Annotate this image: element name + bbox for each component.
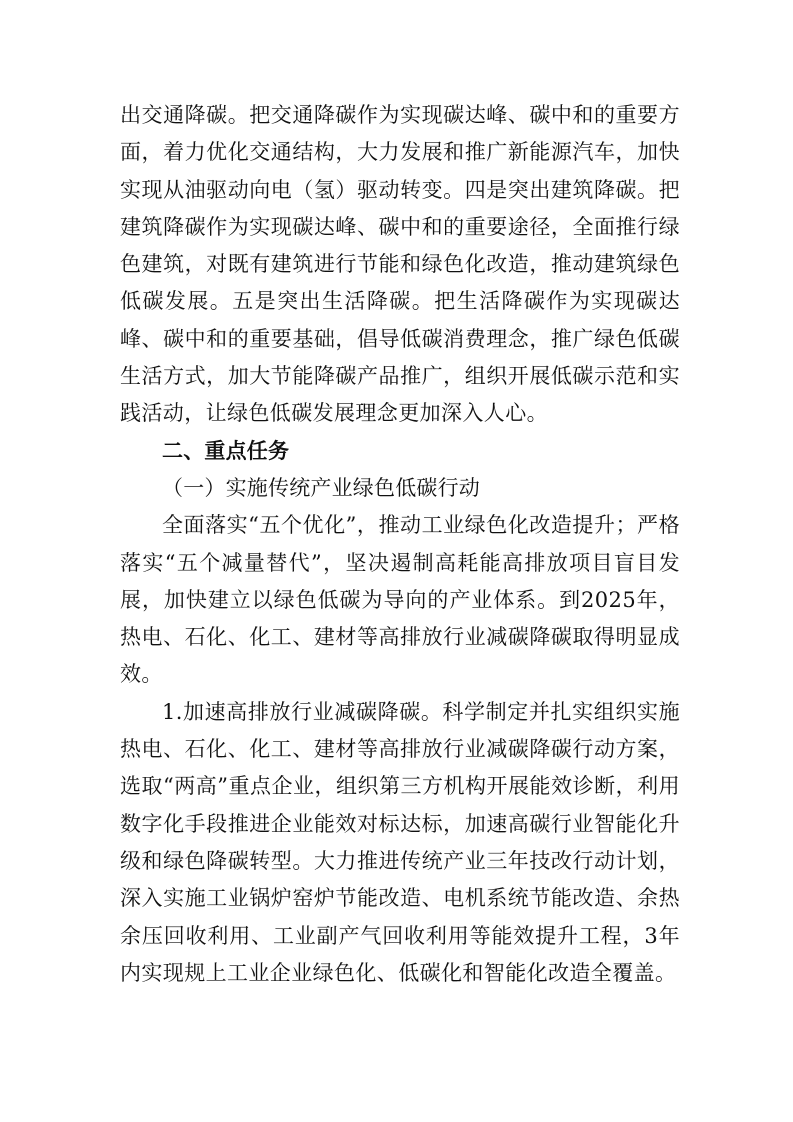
body-paragraph: 出交通降碳。把交通降碳作为实现碳达峰、碳中和的重要方面，着力优化交通结构，大力发展和推广新能源汽车，加快实现从油驱动向电（氢）驱动转变。四是突出建筑降碳。把建筑降碳作为实现碳达峰、碳中和的重要途径，全面推行绿色建筑，对既有建筑进行节能和绿色化改造，推动建筑绿色低碳发展。五是突出生活降碳。把生活降碳作为实现碳达峰、碳中和的重要基础，倡导低碳消费理念，推广绿色低碳生活方式，加大节能降碳产品推广，组织开展低碳示范和实践活动，让绿色低碳发展理念更加深入人心。: [120, 103, 680, 426]
body-paragraph: 1.加速高排放行业减碳降碳。科学制定并扎实组织实施热电、石化、化工、建材等高排放行业减碳降碳行动方案，选取“两高”重点企业，组织第三方机构开展能效诊断，利用数字化手段推进企业能效对标达标，加速高碳行业智能化升级和绿色降碳转型。大力推进传统产业三年技改行动计划，深入实施工业锅炉窑炉节能改造、电机系统节能改造、余热余压回收利用、工业副产气回收利用等能效提升工程，3年内实现规上工业企业绿色化、低碳化和智能化改造全覆盖。: [120, 699, 680, 985]
section-heading: 二、重点任务: [162, 438, 290, 463]
subsection-heading: （一）实施传统产业绿色低碳行动: [162, 475, 480, 500]
document-page: [120, 97, 680, 992]
body-paragraph: 全面落实“五个优化”，推动工业绿色化改造提升；严格落实“五个减量替代”，坚决遏制高耗能高排放项目盲目发展，加快建立以绿色低碳为导向的产业体系。到2025年，热电、石化、化工、建材等高排放行业减碳降碳取得明显成效。: [120, 513, 680, 687]
